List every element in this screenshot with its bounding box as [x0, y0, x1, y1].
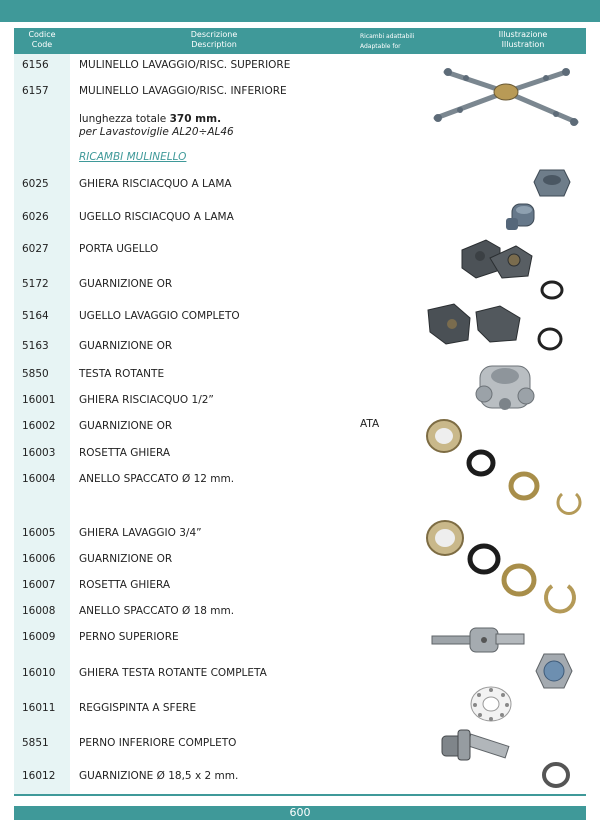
item-code: 16006	[22, 553, 56, 565]
or-gasket-illustration	[536, 326, 564, 352]
wash-nut-illustration	[424, 518, 466, 558]
item-code: 16011	[22, 702, 56, 714]
item-description: MULINELLO LAVAGGIO/RISC. INFERIORE	[79, 85, 287, 97]
item-code: 16004	[22, 473, 56, 485]
item-code: 6027	[22, 243, 49, 255]
item-code: 5850	[22, 368, 49, 380]
length-label: lunghezza totale	[79, 113, 170, 125]
top-bar	[0, 0, 600, 22]
spray-arm-illustration	[426, 60, 586, 140]
header-desc-en: Description	[191, 40, 237, 49]
split-ring-illustration	[542, 580, 578, 616]
rinse-nut-illustration	[424, 416, 464, 456]
header-code	[14, 30, 70, 50]
item-description: GUARNIZIONE OR	[79, 278, 173, 290]
item-code: 16001	[22, 394, 56, 406]
item-code: 16008	[22, 605, 56, 617]
lama-nut-illustration	[532, 166, 572, 200]
item-description: ANELLO SPACCATO Ø 12 mm.	[79, 473, 235, 485]
header-ill-it: Illustrazione	[498, 30, 548, 39]
header-illustration	[460, 30, 586, 50]
item-code: 5164	[22, 310, 49, 322]
item-description: ANELLO SPACCATO Ø 18 mm.	[79, 605, 235, 617]
item-description: GHIERA TESTA ROTANTE COMPLETA	[79, 667, 267, 679]
item-code: 16005	[22, 527, 56, 539]
item-code: 5851	[22, 737, 49, 749]
adaptable-value: ATA	[360, 418, 380, 430]
item-description: ROSETTA GHIERA	[79, 579, 171, 591]
header-desc-it: Descrizione	[190, 30, 238, 39]
item-description: GHIERA RISCIACQUO 1/2”	[79, 394, 214, 406]
item-description: UGELLO LAVAGGIO COMPLETO	[79, 310, 240, 322]
item-code: 6156	[22, 59, 49, 71]
gasket-illustration	[540, 760, 572, 790]
item-code: 5163	[22, 340, 49, 352]
item-description: GUARNIZIONE OR	[79, 420, 173, 432]
item-description: ROSETTA GHIERA	[79, 447, 171, 459]
header-adapt-en: Adaptable for	[360, 43, 401, 50]
item-code: 6026	[22, 211, 49, 223]
models-note: per Lavastoviglie AL20÷AL46	[79, 126, 234, 138]
item-description: UGELLO RISCIACQUO A LAMA	[79, 211, 234, 223]
header-description	[94, 30, 334, 50]
header-ill-en: Illustration	[501, 40, 545, 49]
header-adaptable	[360, 32, 450, 52]
item-code: 16007	[22, 579, 56, 591]
item-description: REGGISPINTA A SFERE	[79, 702, 197, 714]
nozzle-holder-illustration	[456, 234, 536, 280]
or-gasket-illustration	[466, 542, 502, 576]
item-description: GHIERA LAVAGGIO 3/4”	[79, 527, 202, 539]
item-code: 6157	[22, 85, 49, 97]
lower-pin-illustration	[438, 722, 522, 774]
item-description: TESTA ROTANTE	[79, 368, 165, 380]
header-adapt-it: Ricambi adattabili	[360, 33, 415, 40]
item-description: PORTA UGELLO	[79, 243, 159, 255]
or-gasket-illustration	[540, 280, 564, 300]
header-code-en: Code	[31, 40, 53, 49]
split-ring-illustration	[554, 488, 584, 518]
length-value: 370 mm.	[169, 113, 222, 125]
lama-nozzle-illustration	[502, 198, 546, 234]
spare-parts-link[interactable]: RICAMBI MULINELLO	[79, 151, 187, 163]
item-description: GHIERA RISCIACQUO A LAMA	[79, 178, 232, 190]
item-code: 16010	[22, 667, 56, 679]
rotating-head-illustration	[470, 356, 540, 416]
item-description: GUARNIZIONE OR	[79, 340, 173, 352]
item-code: 16012	[22, 770, 56, 782]
item-code: 16002	[22, 420, 56, 432]
item-description: GUARNIZIONE Ø 18,5 x 2 mm.	[79, 770, 239, 782]
item-code: 16003	[22, 447, 56, 459]
wash-nozzle-illustration	[424, 300, 524, 346]
item-description: PERNO INFERIORE COMPLETO	[79, 737, 237, 749]
item-code: 6025	[22, 178, 49, 190]
washer-illustration	[500, 562, 538, 598]
item-description: PERNO SUPERIORE	[79, 631, 179, 643]
bottom-divider	[14, 794, 586, 796]
upper-pin-illustration	[428, 622, 528, 658]
head-nut-illustration	[534, 650, 574, 692]
item-description: GUARNIZIONE OR	[79, 553, 173, 565]
washer-illustration	[508, 470, 540, 502]
page-number: 600	[14, 806, 586, 820]
header-code-it: Codice	[28, 30, 56, 39]
item-code: 5172	[22, 278, 49, 290]
item-code: 16009	[22, 631, 56, 643]
item-description: MULINELLO LAVAGGIO/RISC. SUPERIORE	[79, 59, 291, 71]
length-note	[79, 113, 234, 138]
table-header	[14, 28, 586, 54]
or-gasket-illustration	[466, 448, 496, 478]
thrust-bearing-illustration	[468, 684, 514, 724]
